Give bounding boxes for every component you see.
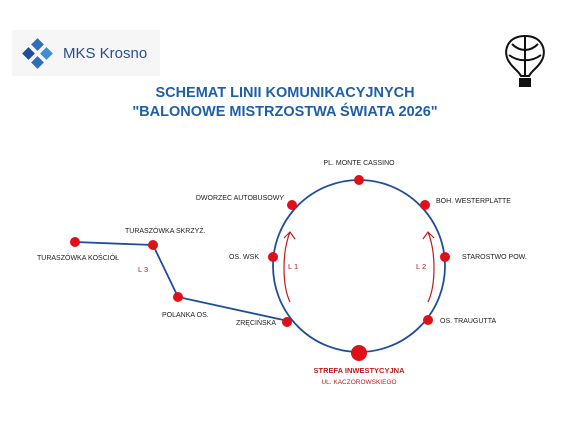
label-terminal: STREFA INWESTYCYJNA [313, 366, 405, 375]
stop-dworzec[interactable] [287, 200, 297, 210]
label-turaszowka-kosciol: TURASZÓWKA KOŚCIÓŁ [37, 255, 120, 262]
page-subtitle: "BALONOWE MISTRZOSTWA ŚWIATA 2026" [132, 104, 438, 120]
hot-air-balloon-icon [506, 36, 544, 86]
stop-westerplatte[interactable] [420, 200, 430, 210]
stop-polanka[interactable] [173, 292, 183, 302]
label-pl-monte-cassino: PL. MONTE CASSINO [323, 160, 395, 167]
label-zrecinska: ZRĘCIŃSKA [235, 320, 276, 327]
label-dworzec: DWORZEC AUTOBUSOWY [195, 195, 284, 202]
stop-traugutta[interactable] [423, 315, 433, 325]
label-wsk: OS. WSK [229, 254, 259, 261]
stop-turaszowka-skrzyz[interactable] [148, 240, 158, 250]
line-label-l2: L 2 [416, 262, 427, 271]
page-title: SCHEMAT LINII KOMUNIKACYJNYCH [155, 85, 415, 101]
label-terminal-sub: UL. KACZOROWSKIEGO [321, 379, 397, 386]
stop-wsk[interactable] [268, 252, 278, 262]
logo-text: MKS Krosno [63, 45, 148, 62]
label-westerplatte: BOH. WESTERPLATTE [436, 198, 511, 205]
stop-pl-monte-cassino[interactable] [354, 175, 364, 185]
label-polanka: POLANKA OS. [162, 312, 209, 319]
stop-terminal[interactable] [351, 345, 367, 361]
label-traugutta: OS. TRAUGUTTA [440, 318, 497, 325]
label-starostwo: STAROSTWO POW. [462, 254, 527, 261]
line-label-l3: L 3 [138, 265, 149, 274]
line-label-l1: L 1 [288, 262, 299, 271]
stop-markers [70, 175, 450, 361]
stop-starostwo[interactable] [440, 252, 450, 262]
stop-zrecinska[interactable] [282, 317, 292, 327]
label-turaszowka-skrzyz: TURASZÓWKA SKRZYŻ. [125, 228, 206, 235]
diamond-logo-icon [22, 38, 53, 69]
stop-turaszowka-kosciol[interactable] [70, 237, 80, 247]
